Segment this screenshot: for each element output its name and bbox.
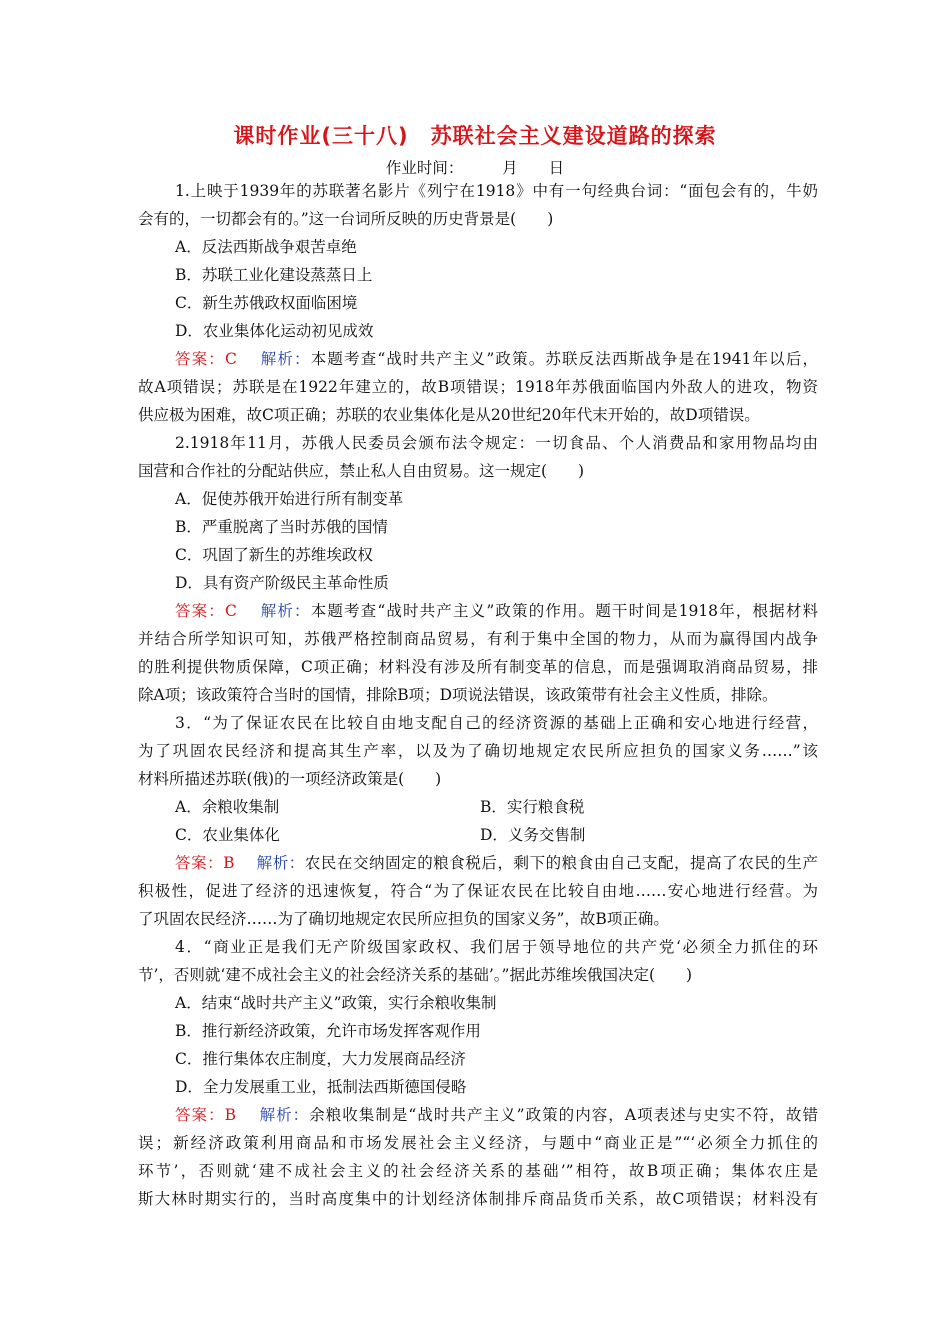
q2-analysis-line: 并结合所学知识可知，苏俄严格控制商品贸易，有利于集中全国的物力，从而为赢得国内战争	[138, 630, 818, 648]
q2-analysis-line	[175, 601, 818, 621]
q1-option-a: A．反法西斯战争艰苦卓绝	[175, 238, 357, 256]
q2-option-c: C．巩固了新生的苏维埃政权	[175, 546, 373, 564]
q3-option-b: B．实行粮食税	[480, 798, 585, 816]
analysis-label: 解析：	[260, 602, 311, 620]
answer-value: C	[224, 350, 237, 368]
q2-option-d: D．具有资产阶级民主革命性质	[175, 574, 389, 592]
q2-stem-line: 2.1918年11月，苏俄人民委员会颁布法令规定：一切食品、个人消费品和家用物品均由	[175, 434, 818, 452]
q1-analysis-line: 故A项错误；苏联是在1922年建立的，故B项错误；1918年苏俄面临国内外敌人的进攻，物资	[138, 378, 818, 396]
q1-stem-line: 1.上映于1939年的苏联著名影片《列宁在1918》中有一句经典台词：“面包会有的，牛奶	[175, 182, 818, 200]
q3-option-d: D．义务交售制	[480, 826, 586, 844]
analysis-label: 解析：	[256, 854, 305, 872]
q3-analysis-line: 积极性，促进了经济的迅速恢复，符合“为了保证农民在比较自由地……安心地进行经营。为	[138, 882, 818, 900]
q3-stem-line: 材料所描述苏联(俄)的一项经济政策是( )	[138, 770, 442, 788]
q4-option-c: C．推行集体农庄制度，大力发展商品经济	[175, 1050, 466, 1068]
analysis-text: 农民在交纳固定的粮食税后，剩下的粮食由自己支配，提高了农民的生产	[304, 854, 818, 872]
answer-label: 答案：	[175, 854, 224, 872]
q1-analysis-line	[175, 349, 818, 369]
q2-stem-line: 国营和合作社的分配站供应，禁止私人自由贸易。这一规定( )	[138, 462, 585, 480]
answer-label: 答案：	[175, 1106, 225, 1124]
analysis-text: 本题考查“战时共产主义”政策的作用。题干时间是1918年，根据材料	[310, 602, 818, 620]
q1-option-b: B．苏联工业化建设蒸蒸日上	[175, 266, 373, 284]
answer-value: B	[223, 854, 235, 872]
q4-option-d: D．全力发展重工业，抵制法西斯德国侵略	[175, 1078, 467, 1096]
assignment-date-line: 作业时间： 月 日	[385, 159, 565, 177]
q4-analysis-line: 环节’，否则就‘建不成社会主义的社会经济关系的基础’”相符，故B项正确；集体农庄是	[138, 1162, 818, 1180]
q3-option-c: C．农业集体化	[175, 826, 280, 844]
q2-option-b: B．严重脱离了当时苏俄的国情	[175, 518, 388, 536]
q1-stem-line: 会有的，一切都会有的。”这一台词所反映的历史背景是( )	[138, 210, 554, 228]
answer-label: 答案：	[175, 602, 225, 620]
analysis-label: 解析：	[259, 1106, 310, 1124]
q3-stem-line: 为了巩固农民经济和提高其生产率，以及为了确切地规定农民所应担负的国家义务……”该	[138, 742, 818, 760]
analysis-text: 本题考查“战时共产主义”政策。苏联反法西斯战争是在1941年以后，	[310, 350, 818, 368]
q4-analysis-line	[175, 1105, 818, 1125]
q4-stem-line: 4．“商业正是我们无产阶级国家政权、我们居于领导地位的共产党‘必须全力抓住的环	[175, 938, 818, 956]
q2-option-a: A．促使苏俄开始进行所有制变革	[175, 490, 404, 508]
q3-stem-line: 3．“为了保证农民在比较自由地支配自己的经济资源的基础上正确和安心地进行经营，	[175, 714, 818, 732]
q4-option-a: A．结束“战时共产主义”政策，实行余粮收集制	[175, 994, 497, 1012]
q4-option-b: B．推行新经济政策，允许市场发挥客观作用	[175, 1022, 481, 1040]
q3-analysis-line: 了巩固农民经济……为了确切地规定农民所应担负的国家义务”，故B项正确。	[138, 910, 669, 928]
q1-option-d: D．农业集体化运动初见成效	[175, 322, 374, 340]
analysis-label: 解析：	[260, 350, 311, 368]
q4-stem-line: 节’，否则就‘建不成社会主义的社会经济关系的基础’。”据此苏维埃俄国决定( )	[138, 966, 693, 984]
q1-analysis-line: 供应极为困难，故C项正确；苏联的农业集体化是从20世纪20年代末开始的，故D项错误。	[138, 406, 760, 424]
page-title: 课时作业(三十八) 苏联社会主义建设道路的探索	[233, 124, 717, 148]
q1-option-c: C．新生苏俄政权面临困境	[175, 294, 358, 312]
answer-value: C	[224, 602, 237, 620]
q3-option-a: A．余粮收集制	[175, 798, 280, 816]
answer-label: 答案：	[175, 350, 225, 368]
q4-analysis-line: 误；新经济政策利用商品和市场发展社会主义经济，与题中“商业正是”“‘必须全力抓住的	[138, 1134, 818, 1152]
q3-analysis-line	[175, 853, 818, 873]
q2-analysis-line: 的胜利提供物质保障，C项正确；材料没有涉及所有制变革的信息，而是强调取消商品贸易，排	[138, 658, 818, 676]
q4-analysis-line: 斯大林时期实行的，当时高度集中的计划经济体制排斥商品货币关系，故C项错误；材料没有	[138, 1190, 818, 1208]
answer-value: B	[224, 1106, 237, 1124]
analysis-text: 余粮收集制是“战时共产主义”政策的内容，A项表述与史实不符，故错	[309, 1106, 818, 1124]
q2-analysis-line: 除A项；该政策符合当时的国情，排除B项；D项说法错误，该政策带有社会主义性质，排除。	[138, 686, 778, 704]
